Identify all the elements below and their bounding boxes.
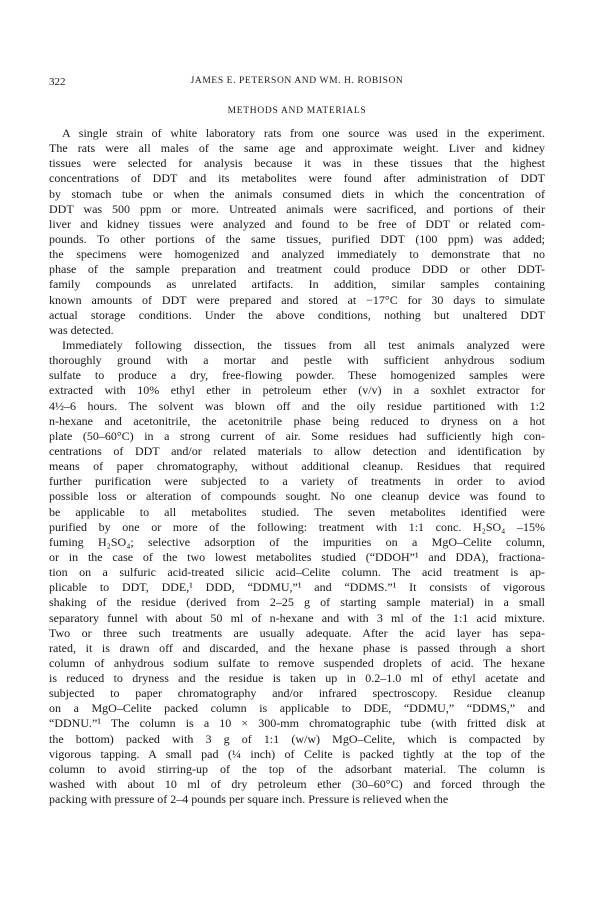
text-line: sulfate to produce a dry, free-flowing powder. These homogenized samples were: [49, 368, 545, 383]
text-line: possible loss or alteration of compounds sought. No one cleanup device was found to: [49, 489, 545, 504]
text-line: further purification were subjected to a variety of treatments in order to aviod: [49, 474, 545, 489]
text-line: washed with about 10 ml of dry petroleum ether (30–60°C) and forced through the: [49, 777, 545, 792]
text-line: known amounts of DDT were prepared and stored at −17°C for 30 days to simulate: [49, 292, 545, 307]
text-line: plicable to DDT, DDE,¹ DDD, “DDMU,”¹ and “DDMS.”¹ It consists of vigorous: [49, 580, 545, 595]
running-header: [49, 76, 545, 90]
text-line: actual storage conditions. Under the above conditions, nothing but unaltered DDT: [49, 307, 545, 322]
text-line: the bottom) packed with 3 g of 1:1 (w/w) MgO–Celite, which is compacted by: [49, 731, 545, 746]
text-line: shaking of the residue (derived from 2–25 g of starting sample material) in a small: [49, 595, 545, 610]
text-line: column to avoid stirring-up of the top of the adsorbant material. The column is: [49, 761, 545, 776]
text-line: packing with pressure of 2–4 pounds per square inch. Pressure is relieved when the: [49, 792, 449, 807]
text-line: vigorous tapping. A small pad (¼ inch) of Celite is packed tightly at the top of the: [49, 746, 545, 761]
text-line: by stomach tube or when the animals consumed diets in which the concentration of: [49, 186, 545, 201]
text-line: pounds. To other portions of the same tissues, purified DDT (100 ppm) was added;: [49, 231, 545, 246]
text-line: A single strain of white laboratory rats from one source was used in the experiment.: [62, 126, 545, 140]
text-line: DDT was 500 ppm or more. Untreated animals were sacrificed, and portions of their: [49, 201, 545, 216]
text-line: plate (50–60°C) in a strong current of air. Some residues had sufficiently high con-: [49, 428, 545, 443]
text-line: phase of the sample preparation and treatment could produce DDD or other DDT-: [49, 262, 545, 277]
text-line: thoroughly ground with a mortar and pestle with sufficient anhydrous sodium: [49, 353, 545, 368]
text-line: or in the case of the two lowest metabolites studied (“DDOH”¹ and DDA), fractiona-: [49, 549, 545, 564]
text-line: tion on a sulfuric acid-treated silicic acid–Celite column. The acid treatment is ap-: [49, 565, 545, 580]
running-head-authors: JAMES E. PETERSON AND WM. H. ROBISON: [190, 76, 404, 86]
text-line: concentrations of DDT and its metabolites were found after administration of DDT: [49, 171, 545, 186]
text-line: n-hexane and acetonitrile, the acetonitrile phase being reduced to dryness on a hot: [49, 413, 545, 428]
text-line: tissues were selected for analysis because it was in these tissues that the highest: [49, 156, 545, 171]
text-line: subjected to paper chromatography and/or infrared spectroscopy. Residue cleanup: [49, 686, 545, 701]
text-line: means of paper chromatography, without additional cleanup. Residues that required: [49, 459, 545, 474]
text-line: liver and kidney tissues were analyzed and found to be free of DDT or related com-: [49, 216, 545, 231]
text-line: separatory funnel with about 50 ml of n-hexane and with 3 ml of the 1:1 acid mixture.: [49, 610, 545, 625]
text-line: “DDNU.”¹ The column is a 10 × 300-mm chromatographic tube (with fritted disk at: [49, 716, 545, 731]
page-number: 322: [49, 76, 66, 88]
body-text: [49, 126, 545, 807]
text-line: centrations of DDT and/or related materials to allow detection and identification by: [49, 443, 545, 458]
text-line: extracted with 10% ethyl ether in petroleum ether (v/v) in a soxhlet extractor for: [49, 383, 545, 398]
text-line: is reduced to dryness and the residue is taken up in 0.2–1.0 ml of ethyl acetate and: [49, 671, 545, 686]
text-line: on a MgO–Celite packed column is applicable to DDE, “DDMU,” “DDMS,” and: [49, 701, 545, 716]
text-line: Two or three such treatments are usually adequate. After the acid layer has sepa-: [49, 625, 545, 640]
text-line: purified by one or more of the following: treatment with 1:1 conc. H₂SO₄ –15%: [49, 519, 545, 534]
text-line: rated, it is drawn off and discarded, and the hexane phase is passed through a short: [49, 640, 545, 655]
text-line: The rats were all males of the same age and approximate weight. Liver and kidney: [49, 141, 545, 156]
section-heading: METHODS AND MATERIALS: [227, 106, 367, 116]
text-line: the specimens were homogenized and analyzed immediately to demonstrate that no: [49, 247, 545, 262]
text-line: be applicable to all metabolites studied. The seven metabolites identified were: [49, 504, 545, 519]
text-line: 4½–6 hours. The solvent was blown off and the oily residue partitioned with 1:2: [49, 398, 545, 413]
text-line: family compounds as unrelated artifacts. In addition, similar samples containing: [49, 277, 545, 292]
text-line: column of anhydrous sodium sulfate to remove suspended droplets of acid. The hexane: [49, 655, 545, 670]
text-line: Immediately following dissection, the tissues from all test animals analyzed were: [62, 337, 545, 352]
text-line: was detected.: [49, 322, 114, 337]
text-line: fuming H₂SO₄; selective adsorption of the impurities on a MgO–Celite column,: [49, 534, 545, 549]
